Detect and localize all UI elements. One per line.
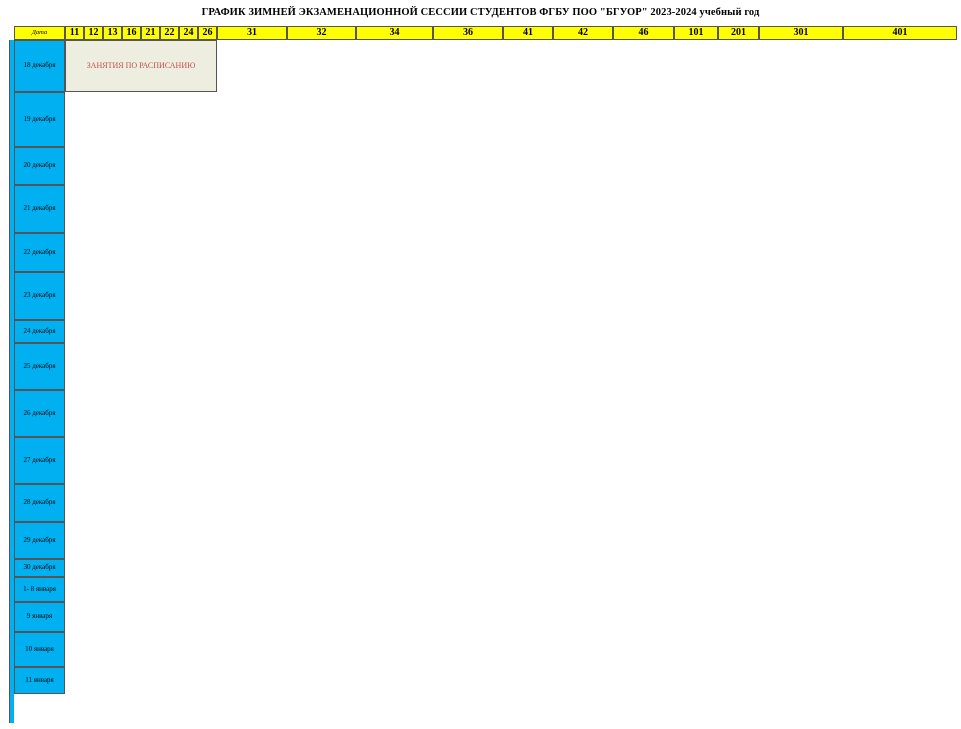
- side-strip: [9, 40, 14, 723]
- date-cell: 23 декабря: [14, 272, 65, 320]
- header-group-26: 26: [198, 26, 217, 40]
- header-group-13: 13: [103, 26, 122, 40]
- date-cell: 22 декабря: [14, 233, 65, 272]
- header-group-401: 401: [843, 26, 957, 40]
- header-group-201: 201: [718, 26, 759, 40]
- date-cell: 29 декабря: [14, 522, 65, 559]
- date-cell: 21 декабря: [14, 185, 65, 233]
- date-cell: 19 декабря: [14, 92, 65, 147]
- header-group-34: 34: [356, 26, 433, 40]
- date-cell: 25 декабря: [14, 343, 65, 390]
- header-group-36: 36: [433, 26, 503, 40]
- cell-text: ЗАНЯТИЯ ПО РАСПИСАНИЮ: [86, 60, 196, 70]
- header-group-21: 21: [141, 26, 160, 40]
- date-cell: 20 декабря: [14, 147, 65, 185]
- header-group-24: 24: [179, 26, 198, 40]
- header-group-11: 11: [65, 26, 84, 40]
- date-cell: 18 декабря: [14, 40, 65, 92]
- date-cell: 28 декабря: [14, 484, 65, 522]
- date-cell: 10 января: [14, 632, 65, 667]
- date-cell: 24 декабря: [14, 320, 65, 343]
- page-title: ГРАФИК ЗИМНЕЙ ЭКЗАМЕНАЦИОННОЙ СЕССИИ СТУДЕНТОВ ФГБУ ПОО "БГУОР" 2023-2024 учебный год: [201, 7, 760, 18]
- header-group-32: 32: [287, 26, 356, 40]
- classes-cell: [65, 40, 217, 92]
- header-date: Дата: [14, 26, 65, 40]
- header-group-46: 46: [613, 26, 674, 40]
- header-group-16: 16: [122, 26, 141, 40]
- date-cell: 26 декабря: [14, 390, 65, 437]
- header-group-101: 101: [674, 26, 718, 40]
- header-group-12: 12: [84, 26, 103, 40]
- date-cell: 9 января: [14, 602, 65, 632]
- header-group-22: 22: [160, 26, 179, 40]
- date-cell: 11 января: [14, 667, 65, 694]
- date-cell: 1- 8 января: [14, 577, 65, 602]
- header-group-42: 42: [553, 26, 613, 40]
- header-group-41: 41: [503, 26, 553, 40]
- date-cell: 30 декабря: [14, 559, 65, 577]
- header-group-301: 301: [759, 26, 843, 40]
- date-cell: 27 декабря: [14, 437, 65, 484]
- header-group-31: 31: [217, 26, 287, 40]
